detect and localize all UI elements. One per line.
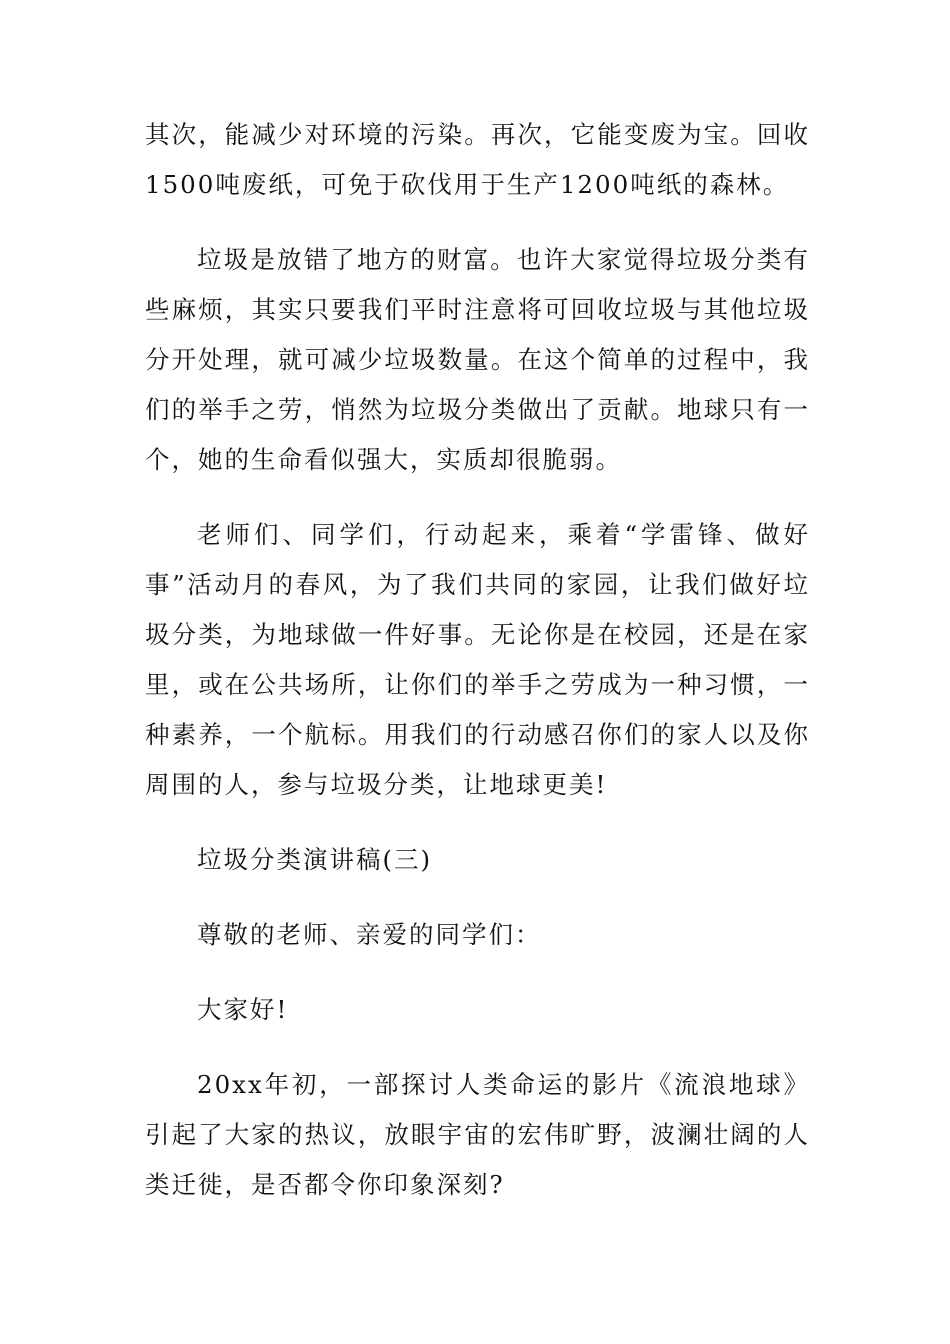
salutation: 尊敬的老师、亲爱的同学们：	[197, 920, 542, 949]
paragraph-continuation: 其次，能减少对环境的污染。再次，它能变废为宝。回收1500吨废纸，可免于砍伐用于生产1200吨纸的森林。	[145, 120, 810, 199]
greeting: 大家好!	[197, 995, 289, 1024]
paragraph-intro: 20xx年初，一部探讨人类命运的影片《流浪地球》引起了大家的热议，放眼宇宙的宏伟旷野，波澜壮阔的人类迁徙，是否都令你印象深刻?	[145, 1070, 810, 1199]
speech-title: 垃圾分类演讲稿(三)	[197, 845, 433, 874]
document-body	[145, 110, 810, 1210]
paragraph-waste-wealth: 垃圾是放错了地方的财富。也许大家觉得垃圾分类有些麻烦，其实只要我们平时注意将可回收垃圾与其他垃圾分开处理，就可减少垃圾数量。在这个简单的过程中，我们的举手之劳，悄然为垃圾分类做出了贡献。地球只有一个，她的生命看似强大，实质却很脆弱。	[145, 245, 810, 474]
paragraph-call-to-action: 老师们、同学们，行动起来，乘着“学雷锋、做好事”活动月的春风，为了我们共同的家园，让我们做好垃圾分类，为地球做一件好事。无论你是在校园，还是在家里，或在公共场所，让你们的举手之劳成为一种习惯，一种素养，一个航标。用我们的行动感召你们的家人以及你周围的人，参与垃圾分类，让地球更美!	[145, 520, 810, 799]
